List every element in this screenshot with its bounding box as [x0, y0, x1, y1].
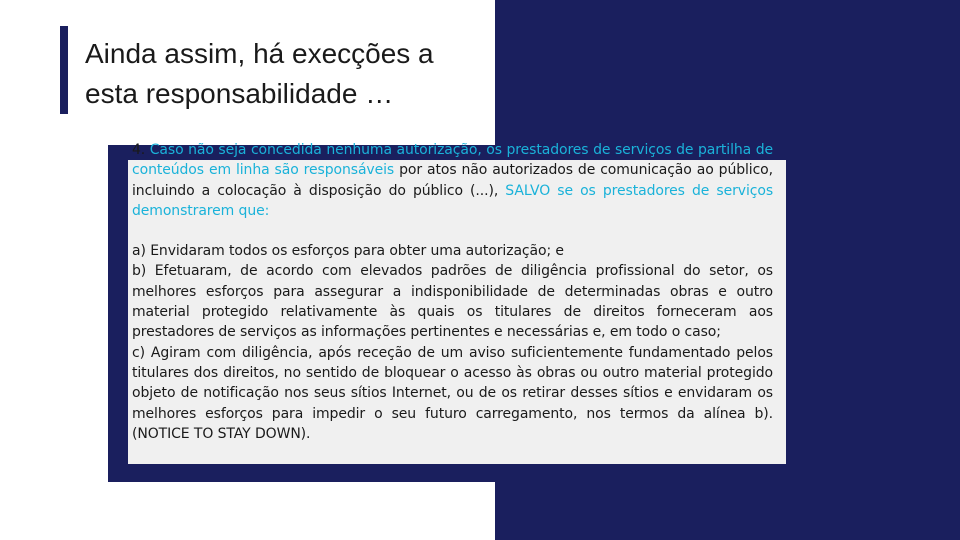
article-text: [132, 140, 773, 444]
highlighted-text-salvo: SALVO se os prestadores de serviços demonstrarem que:: [132, 182, 774, 219]
slide-title: [85, 34, 505, 114]
slide-title-line-1: Ainda assim, há execções a: [85, 38, 434, 69]
list-item-c: c) Agiram com diligência, após receção de um aviso suficientemente fundamentado pelos titulares dos direitos, no sentido de bloquear o acesso às obras ou outro material protegido objeto de notificação nos seus sítios Internet, ou de os retirar desses sítios e envidaram os melhores esforços para impedir o seu futuro carregamento, nos termos da alínea b). (NOTICE TO STAY DOWN).: [132, 344, 773, 442]
highlighted-text: Caso não seja concedida nenhuma autorização, os prestadores de serviços de partilha de conteúdos em linha são responsáveis: [132, 142, 773, 179]
plain-text: por atos não autorizados de comunicação ao público, incluindo a colocação à disposição do público (...),: [132, 162, 773, 199]
list-item-a: a) Envidaram todos os esforços para obter uma autorização; e: [132, 243, 564, 260]
list-item-b: b) Efetuaram, de acordo com elevados padrões de diligência profissional do setor, os melhores esforços para assegurar a indisponibilidade de determinadas obras e outro material protegido relativamente às quais os titulares de direitos forneceram aos prestadores de serviços as informações pertinentes e necessárias e, em todo o caso;: [132, 263, 773, 341]
article-paragraph-4: [132, 140, 773, 221]
paragraph-number: 4.: [132, 142, 146, 158]
title-accent-bar: [60, 26, 68, 114]
slide-title-line-2: esta responsabilidade …: [85, 78, 394, 109]
